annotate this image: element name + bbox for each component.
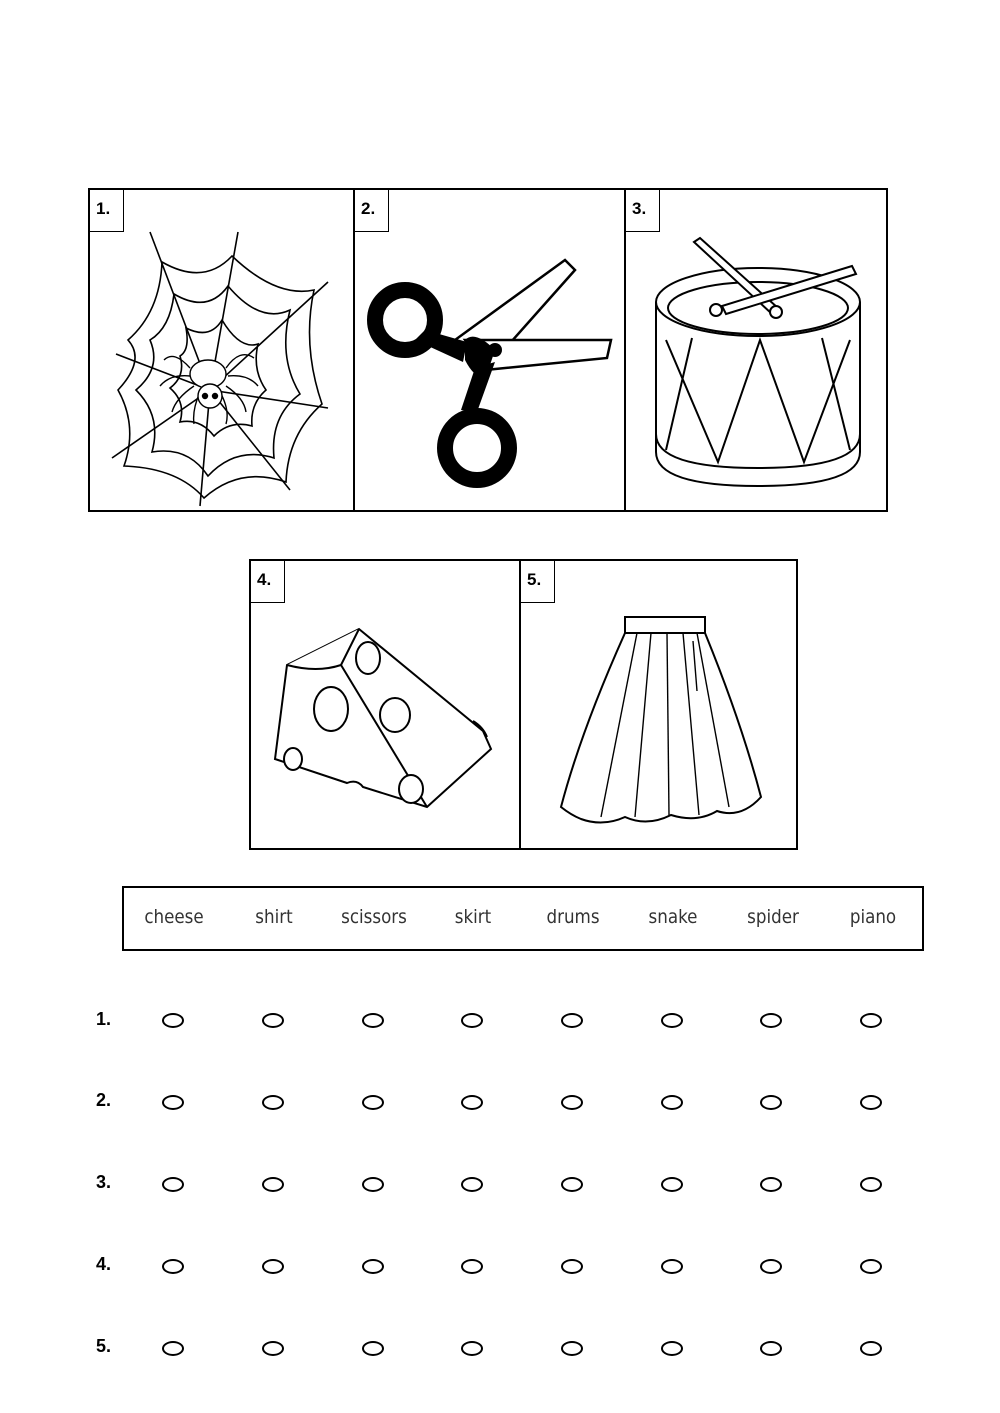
answer-bubble[interactable]	[760, 1095, 782, 1110]
answer-bubble[interactable]	[461, 1095, 483, 1110]
row-number: 4.	[96, 1254, 112, 1274]
answer-bubble[interactable]	[162, 1259, 184, 1274]
answer-bubble[interactable]	[760, 1341, 782, 1356]
answer-bubble[interactable]	[561, 1341, 583, 1356]
answer-bubble[interactable]	[661, 1259, 683, 1274]
answer-bubble[interactable]	[162, 1177, 184, 1192]
word-bank	[122, 886, 924, 951]
row-number: 2.	[96, 1090, 112, 1110]
answer-bubble[interactable]	[860, 1259, 882, 1274]
answer-bubble[interactable]	[860, 1013, 882, 1028]
answer-bubble[interactable]	[362, 1177, 384, 1192]
answer-bubble[interactable]	[461, 1341, 483, 1356]
word-bank-item: scissors	[341, 906, 407, 928]
panel-number: 1.	[90, 190, 124, 232]
cheese-icon	[251, 561, 521, 850]
answer-bubble[interactable]	[362, 1095, 384, 1110]
panel-number: 3.	[626, 190, 660, 232]
answer-bubble[interactable]	[661, 1013, 683, 1028]
skirt-icon	[521, 561, 798, 850]
panel-number: 4.	[251, 561, 285, 603]
word-bank-item: cheese	[144, 906, 204, 928]
row-number: 3.	[96, 1172, 112, 1192]
answer-bubble[interactable]	[362, 1341, 384, 1356]
answer-bubble[interactable]	[860, 1095, 882, 1110]
row-number: 5.	[96, 1336, 112, 1356]
picture-panel-1	[88, 188, 355, 512]
answer-bubble[interactable]	[860, 1341, 882, 1356]
row-number: 1.	[96, 1009, 112, 1029]
word-bank-item: shirt	[255, 906, 293, 928]
answer-bubble[interactable]	[461, 1177, 483, 1192]
answer-bubble[interactable]	[561, 1259, 583, 1274]
answer-bubble[interactable]	[162, 1013, 184, 1028]
answer-bubble[interactable]	[661, 1095, 683, 1110]
answer-bubble[interactable]	[262, 1013, 284, 1028]
word-bank-item: drums	[546, 906, 600, 928]
panel-number: 2.	[355, 190, 389, 232]
answer-bubble[interactable]	[262, 1095, 284, 1110]
answer-bubble[interactable]	[760, 1259, 782, 1274]
scissors-icon	[355, 190, 626, 512]
word-bank-item: skirt	[454, 906, 492, 928]
answer-bubble[interactable]	[362, 1259, 384, 1274]
answer-bubble[interactable]	[561, 1177, 583, 1192]
answer-bubble[interactable]	[860, 1177, 882, 1192]
answer-bubble[interactable]	[661, 1177, 683, 1192]
picture-panel-3	[624, 188, 888, 512]
answer-bubble[interactable]	[461, 1013, 483, 1028]
answer-bubble[interactable]	[661, 1341, 683, 1356]
picture-panel-2	[353, 188, 626, 512]
picture-panel-4	[249, 559, 521, 850]
word-bank-item: piano	[849, 906, 897, 928]
answer-bubble[interactable]	[162, 1095, 184, 1110]
answer-bubble[interactable]	[262, 1177, 284, 1192]
drum-icon	[626, 190, 888, 512]
word-bank-item: spider	[747, 906, 799, 928]
spider-web-icon	[90, 190, 355, 512]
picture-panel-5	[519, 559, 798, 850]
answer-bubble[interactable]	[162, 1341, 184, 1356]
panel-number: 5.	[521, 561, 555, 603]
answer-bubble[interactable]	[362, 1013, 384, 1028]
answer-bubble[interactable]	[561, 1095, 583, 1110]
word-bank-item: snake	[648, 906, 698, 928]
answer-bubble[interactable]	[262, 1259, 284, 1274]
answer-bubble[interactable]	[760, 1177, 782, 1192]
answer-bubble[interactable]	[461, 1259, 483, 1274]
answer-bubble[interactable]	[561, 1013, 583, 1028]
answer-bubble[interactable]	[760, 1013, 782, 1028]
answer-bubble[interactable]	[262, 1341, 284, 1356]
